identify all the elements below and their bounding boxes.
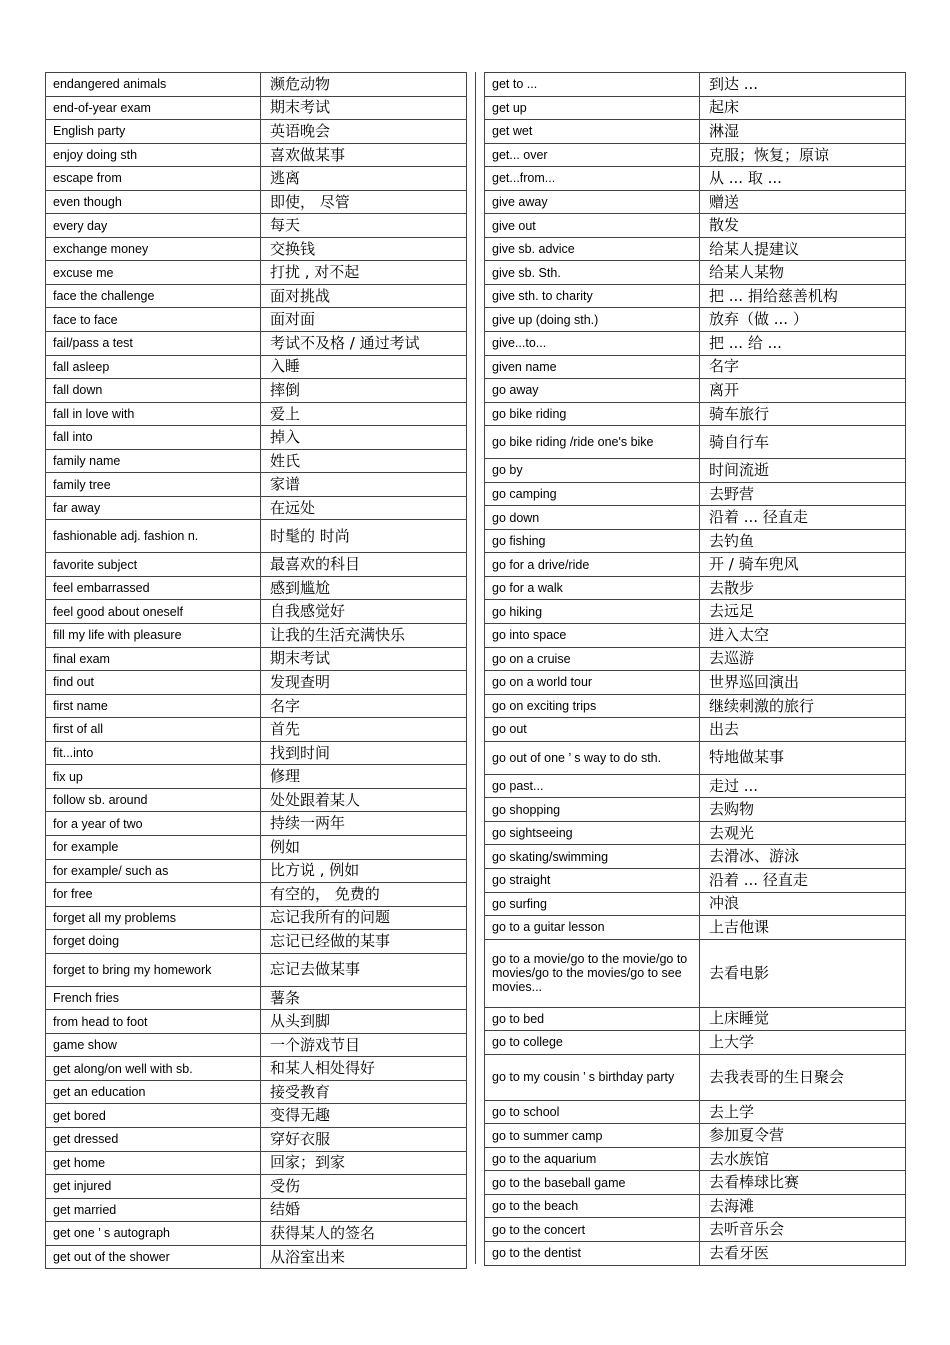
english-phrase: family name bbox=[46, 449, 261, 473]
chinese-meaning: 把 ... 捐给慈善机构 bbox=[700, 284, 906, 308]
english-phrase: get up bbox=[485, 96, 700, 120]
english-phrase: for example bbox=[46, 835, 261, 859]
english-phrase: go into space bbox=[485, 624, 700, 648]
english-phrase: for free bbox=[46, 883, 261, 907]
vocab-row bbox=[46, 1127, 467, 1151]
english-phrase: first of all bbox=[46, 718, 261, 742]
english-phrase: from head to foot bbox=[46, 1010, 261, 1034]
chinese-meaning: 去远足 bbox=[700, 600, 906, 624]
chinese-meaning: 去看棒球比赛 bbox=[700, 1171, 906, 1195]
vocab-row bbox=[46, 261, 467, 285]
chinese-meaning: 去滑冰、游泳 bbox=[700, 845, 906, 869]
chinese-meaning: 找到时间 bbox=[261, 741, 467, 765]
vocab-row bbox=[485, 939, 906, 1007]
english-phrase: go skating/swimming bbox=[485, 845, 700, 869]
vocab-row bbox=[485, 73, 906, 97]
english-phrase: go to a movie/go to the movie/go to movies/go to the movies/go to see movies... bbox=[485, 939, 700, 1007]
chinese-meaning: 一个游戏节目 bbox=[261, 1033, 467, 1057]
chinese-meaning: 上大学 bbox=[700, 1031, 906, 1055]
vocab-row bbox=[46, 402, 467, 426]
english-phrase: get dressed bbox=[46, 1127, 261, 1151]
english-phrase: even though bbox=[46, 190, 261, 214]
chinese-meaning: 出去 bbox=[700, 718, 906, 742]
vocab-row bbox=[485, 624, 906, 648]
english-phrase: give up (doing sth.) bbox=[485, 308, 700, 332]
english-phrase: find out bbox=[46, 671, 261, 695]
vocab-row bbox=[46, 1222, 467, 1246]
english-phrase: get...from... bbox=[485, 167, 700, 191]
english-phrase: endangered animals bbox=[46, 73, 261, 97]
chinese-meaning: 发现查明 bbox=[261, 671, 467, 695]
chinese-meaning: 上床睡觉 bbox=[700, 1007, 906, 1031]
chinese-meaning: 入睡 bbox=[261, 355, 467, 379]
vocab-row bbox=[485, 529, 906, 553]
english-phrase: give out bbox=[485, 214, 700, 238]
chinese-meaning: 交换钱 bbox=[261, 237, 467, 261]
english-phrase: first name bbox=[46, 694, 261, 718]
english-phrase: final exam bbox=[46, 647, 261, 671]
english-phrase: go to a guitar lesson bbox=[485, 916, 700, 940]
chinese-meaning: 骑车旅行 bbox=[700, 402, 906, 426]
chinese-meaning: 修理 bbox=[261, 765, 467, 789]
vocab-row bbox=[46, 96, 467, 120]
chinese-meaning: 穿好衣服 bbox=[261, 1127, 467, 1151]
vocab-row bbox=[485, 1171, 906, 1195]
chinese-meaning: 去水族馆 bbox=[700, 1147, 906, 1171]
english-phrase: go out of one ’ s way to do sth. bbox=[485, 741, 700, 774]
chinese-meaning: 濒危动物 bbox=[261, 73, 467, 97]
chinese-meaning: 面对挑战 bbox=[261, 284, 467, 308]
chinese-meaning: 离开 bbox=[700, 379, 906, 403]
english-phrase: go down bbox=[485, 506, 700, 530]
chinese-meaning: 去上学 bbox=[700, 1100, 906, 1124]
chinese-meaning: 去海滩 bbox=[700, 1194, 906, 1218]
chinese-meaning: 去散步 bbox=[700, 576, 906, 600]
chinese-meaning: 比方说 , 例如 bbox=[261, 859, 467, 883]
vocab-row bbox=[46, 859, 467, 883]
english-phrase: go to the beach bbox=[485, 1194, 700, 1218]
chinese-meaning: 打扰 , 对不起 bbox=[261, 261, 467, 285]
vocab-row bbox=[485, 1007, 906, 1031]
chinese-meaning: 去野营 bbox=[700, 482, 906, 506]
english-phrase: go on exciting trips bbox=[485, 694, 700, 718]
chinese-meaning: 受伤 bbox=[261, 1175, 467, 1199]
english-phrase: go away bbox=[485, 379, 700, 403]
chinese-meaning: 名字 bbox=[700, 355, 906, 379]
vocab-row bbox=[485, 671, 906, 695]
vocab-row bbox=[46, 73, 467, 97]
english-phrase: go fishing bbox=[485, 529, 700, 553]
english-phrase: give sb. Sth. bbox=[485, 261, 700, 285]
vocab-row bbox=[485, 1054, 906, 1100]
vocab-row bbox=[485, 355, 906, 379]
vocab-row bbox=[46, 600, 467, 624]
english-phrase: go for a walk bbox=[485, 576, 700, 600]
english-phrase: go to summer camp bbox=[485, 1124, 700, 1148]
vocab-row bbox=[46, 520, 467, 553]
chinese-meaning: 每天 bbox=[261, 214, 467, 238]
english-phrase: far away bbox=[46, 496, 261, 520]
vocab-row bbox=[46, 986, 467, 1010]
english-phrase: get an education bbox=[46, 1080, 261, 1104]
english-phrase: French fries bbox=[46, 986, 261, 1010]
english-phrase: face the challenge bbox=[46, 284, 261, 308]
chinese-meaning: 最喜欢的科目 bbox=[261, 553, 467, 577]
english-phrase: get along/on well with sb. bbox=[46, 1057, 261, 1081]
english-phrase: give...to... bbox=[485, 332, 700, 356]
chinese-meaning: 掉入 bbox=[261, 426, 467, 450]
vocab-row bbox=[46, 237, 467, 261]
english-phrase: go hiking bbox=[485, 600, 700, 624]
chinese-meaning: 给某人提建议 bbox=[700, 237, 906, 261]
vocab-row bbox=[46, 449, 467, 473]
vocab-row bbox=[485, 459, 906, 483]
vocab-row bbox=[485, 190, 906, 214]
chinese-meaning: 时间流逝 bbox=[700, 459, 906, 483]
chinese-meaning: 从头到脚 bbox=[261, 1010, 467, 1034]
chinese-meaning: 获得某人的签名 bbox=[261, 1222, 467, 1246]
chinese-meaning: 淋湿 bbox=[700, 120, 906, 144]
english-phrase: go camping bbox=[485, 482, 700, 506]
vocab-row bbox=[46, 190, 467, 214]
vocab-row bbox=[46, 426, 467, 450]
english-phrase: fall asleep bbox=[46, 355, 261, 379]
vocab-row bbox=[46, 167, 467, 191]
chinese-meaning: 英语晚会 bbox=[261, 120, 467, 144]
english-phrase: go to the baseball game bbox=[485, 1171, 700, 1195]
chinese-meaning: 薯条 bbox=[261, 986, 467, 1010]
vocab-row bbox=[485, 1147, 906, 1171]
vocab-row bbox=[485, 1241, 906, 1265]
chinese-meaning: 有空的， 免费的 bbox=[261, 883, 467, 907]
vocab-row bbox=[485, 798, 906, 822]
english-phrase: for example/ such as bbox=[46, 859, 261, 883]
vocab-row bbox=[46, 1010, 467, 1034]
english-phrase: go for a drive/ride bbox=[485, 553, 700, 577]
vocab-row bbox=[485, 237, 906, 261]
chinese-meaning: 从 ... 取 ... bbox=[700, 167, 906, 191]
chinese-meaning: 在远处 bbox=[261, 496, 467, 520]
english-phrase: for a year of two bbox=[46, 812, 261, 836]
chinese-meaning: 从浴室出来 bbox=[261, 1245, 467, 1269]
vocab-row bbox=[485, 214, 906, 238]
english-phrase: go to my cousin ’ s birthday party bbox=[485, 1054, 700, 1100]
vocab-row bbox=[46, 671, 467, 695]
english-phrase: get out of the shower bbox=[46, 1245, 261, 1269]
vocab-row bbox=[46, 1057, 467, 1081]
english-phrase: go out bbox=[485, 718, 700, 742]
chinese-meaning: 散发 bbox=[700, 214, 906, 238]
vocab-row bbox=[46, 624, 467, 648]
vocab-row bbox=[46, 284, 467, 308]
english-phrase: favorite subject bbox=[46, 553, 261, 577]
vocab-row bbox=[485, 718, 906, 742]
vocab-row bbox=[46, 1175, 467, 1199]
english-phrase: enjoy doing sth bbox=[46, 143, 261, 167]
vocab-row bbox=[485, 553, 906, 577]
chinese-meaning: 感到尴尬 bbox=[261, 576, 467, 600]
vocab-row bbox=[46, 1033, 467, 1057]
chinese-meaning: 开 / 骑车兜风 bbox=[700, 553, 906, 577]
vocab-row bbox=[46, 1198, 467, 1222]
vocab-row bbox=[485, 600, 906, 624]
chinese-meaning: 期末考试 bbox=[261, 96, 467, 120]
english-phrase: fashionable adj. fashion n. bbox=[46, 520, 261, 553]
vocab-row bbox=[485, 1031, 906, 1055]
english-phrase: fall into bbox=[46, 426, 261, 450]
vocab-row bbox=[46, 835, 467, 859]
english-phrase: get wet bbox=[485, 120, 700, 144]
english-phrase: feel embarrassed bbox=[46, 576, 261, 600]
vocab-row bbox=[46, 694, 467, 718]
chinese-meaning: 名字 bbox=[261, 694, 467, 718]
chinese-meaning: 持续一两年 bbox=[261, 812, 467, 836]
vocab-row bbox=[46, 553, 467, 577]
chinese-meaning: 克服；恢复；原谅 bbox=[700, 143, 906, 167]
english-phrase: every day bbox=[46, 214, 261, 238]
chinese-meaning: 变得无趣 bbox=[261, 1104, 467, 1128]
vocab-row bbox=[485, 379, 906, 403]
english-phrase: feel good about oneself bbox=[46, 600, 261, 624]
english-phrase: forget all my problems bbox=[46, 906, 261, 930]
chinese-meaning: 沿着 ... 径直走 bbox=[700, 868, 906, 892]
vocab-row bbox=[485, 892, 906, 916]
vocab-row bbox=[485, 821, 906, 845]
english-phrase: go on a world tour bbox=[485, 671, 700, 695]
english-phrase: get injured bbox=[46, 1175, 261, 1199]
chinese-meaning: 参加夏令营 bbox=[700, 1124, 906, 1148]
vocab-row bbox=[485, 868, 906, 892]
vocab-row bbox=[46, 930, 467, 954]
english-phrase: exchange money bbox=[46, 237, 261, 261]
chinese-meaning: 家谱 bbox=[261, 473, 467, 497]
chinese-meaning: 骑自行车 bbox=[700, 426, 906, 459]
chinese-meaning: 时髦的 时尚 bbox=[261, 520, 467, 553]
chinese-meaning: 摔倒 bbox=[261, 379, 467, 403]
chinese-meaning: 去看牙医 bbox=[700, 1241, 906, 1265]
vocab-row bbox=[46, 765, 467, 789]
english-phrase: go to the dentist bbox=[485, 1241, 700, 1265]
chinese-meaning: 逃离 bbox=[261, 167, 467, 191]
vocab-row bbox=[485, 694, 906, 718]
vocab-row bbox=[46, 308, 467, 332]
english-phrase: go to school bbox=[485, 1100, 700, 1124]
english-phrase: follow sb. around bbox=[46, 788, 261, 812]
vocab-row bbox=[46, 812, 467, 836]
english-phrase: excuse me bbox=[46, 261, 261, 285]
vocab-row bbox=[485, 167, 906, 191]
english-phrase: go bike riding bbox=[485, 402, 700, 426]
vocab-row bbox=[485, 1218, 906, 1242]
chinese-meaning: 进入太空 bbox=[700, 624, 906, 648]
vocab-row bbox=[46, 741, 467, 765]
column-divider bbox=[475, 72, 476, 1264]
english-phrase: English party bbox=[46, 120, 261, 144]
vocab-row bbox=[46, 473, 467, 497]
chinese-meaning: 走过 ... bbox=[700, 774, 906, 798]
chinese-meaning: 忘记去做某事 bbox=[261, 953, 467, 986]
chinese-meaning: 放弃（做 ... ） bbox=[700, 308, 906, 332]
english-phrase: game show bbox=[46, 1033, 261, 1057]
vocab-row bbox=[485, 1194, 906, 1218]
vocab-row bbox=[485, 506, 906, 530]
english-phrase: fit...into bbox=[46, 741, 261, 765]
vocab-row bbox=[46, 883, 467, 907]
chinese-meaning: 去听音乐会 bbox=[700, 1218, 906, 1242]
english-phrase: go by bbox=[485, 459, 700, 483]
vocab-row bbox=[485, 96, 906, 120]
english-phrase: forget to bring my homework bbox=[46, 953, 261, 986]
english-phrase: give away bbox=[485, 190, 700, 214]
vocab-table-right bbox=[484, 72, 906, 1266]
english-phrase: give sb. advice bbox=[485, 237, 700, 261]
english-phrase: go shopping bbox=[485, 798, 700, 822]
vocab-row bbox=[46, 576, 467, 600]
english-phrase: face to face bbox=[46, 308, 261, 332]
english-phrase: fall in love with bbox=[46, 402, 261, 426]
english-phrase: go to bed bbox=[485, 1007, 700, 1031]
chinese-meaning: 特地做某事 bbox=[700, 741, 906, 774]
english-phrase: go to college bbox=[485, 1031, 700, 1055]
vocab-row bbox=[485, 741, 906, 774]
english-phrase: get to ... bbox=[485, 73, 700, 97]
chinese-meaning: 去购物 bbox=[700, 798, 906, 822]
vocab-table-left-body bbox=[46, 73, 467, 1269]
chinese-meaning: 期末考试 bbox=[261, 647, 467, 671]
vocab-row bbox=[485, 426, 906, 459]
chinese-meaning: 面对面 bbox=[261, 308, 467, 332]
vocab-row bbox=[46, 1104, 467, 1128]
chinese-meaning: 去观光 bbox=[700, 821, 906, 845]
chinese-meaning: 上吉他课 bbox=[700, 916, 906, 940]
chinese-meaning: 考试不及格 / 通过考试 bbox=[261, 332, 467, 356]
chinese-meaning: 冲浪 bbox=[700, 892, 906, 916]
chinese-meaning: 喜欢做某事 bbox=[261, 143, 467, 167]
vocab-row bbox=[46, 355, 467, 379]
vocab-row bbox=[46, 953, 467, 986]
vocab-row bbox=[485, 308, 906, 332]
chinese-meaning: 姓氏 bbox=[261, 449, 467, 473]
english-phrase: fail/pass a test bbox=[46, 332, 261, 356]
chinese-meaning: 起床 bbox=[700, 96, 906, 120]
chinese-meaning: 给某人某物 bbox=[700, 261, 906, 285]
vocab-row bbox=[46, 379, 467, 403]
chinese-meaning: 和某人相处得好 bbox=[261, 1057, 467, 1081]
chinese-meaning: 赠送 bbox=[700, 190, 906, 214]
vocab-row bbox=[46, 788, 467, 812]
chinese-meaning: 回家；到家 bbox=[261, 1151, 467, 1175]
vocab-row bbox=[485, 774, 906, 798]
chinese-meaning: 世界巡回演出 bbox=[700, 671, 906, 695]
vocab-row bbox=[46, 1080, 467, 1104]
english-phrase: fill my life with pleasure bbox=[46, 624, 261, 648]
chinese-meaning: 去看电影 bbox=[700, 939, 906, 1007]
vocab-row bbox=[46, 496, 467, 520]
chinese-meaning: 首先 bbox=[261, 718, 467, 742]
english-phrase: fix up bbox=[46, 765, 261, 789]
vocab-row bbox=[485, 120, 906, 144]
chinese-meaning: 继续刺激的旅行 bbox=[700, 694, 906, 718]
english-phrase: get one ’ s autograph bbox=[46, 1222, 261, 1246]
vocab-row bbox=[46, 332, 467, 356]
vocab-row bbox=[46, 647, 467, 671]
chinese-meaning: 把 ... 给 ... bbox=[700, 332, 906, 356]
vocab-table-left bbox=[45, 72, 467, 1269]
english-phrase: go to the concert bbox=[485, 1218, 700, 1242]
vocab-row bbox=[46, 143, 467, 167]
english-phrase: go past... bbox=[485, 774, 700, 798]
vocab-row bbox=[485, 845, 906, 869]
chinese-meaning: 让我的生活充满快乐 bbox=[261, 624, 467, 648]
english-phrase: get bored bbox=[46, 1104, 261, 1128]
vocab-row bbox=[46, 1151, 467, 1175]
vocab-row bbox=[485, 647, 906, 671]
vocab-row bbox=[46, 718, 467, 742]
english-phrase: go surfing bbox=[485, 892, 700, 916]
english-phrase: get... over bbox=[485, 143, 700, 167]
vocab-row bbox=[485, 1100, 906, 1124]
vocab-row bbox=[485, 1124, 906, 1148]
chinese-meaning: 沿着 ... 径直走 bbox=[700, 506, 906, 530]
chinese-meaning: 结婚 bbox=[261, 1198, 467, 1222]
english-phrase: forget doing bbox=[46, 930, 261, 954]
chinese-meaning: 处处跟着某人 bbox=[261, 788, 467, 812]
vocab-table-right-body bbox=[485, 73, 906, 1266]
english-phrase: get married bbox=[46, 1198, 261, 1222]
chinese-meaning: 接受教育 bbox=[261, 1080, 467, 1104]
vocab-row bbox=[46, 906, 467, 930]
english-phrase: give sth. to charity bbox=[485, 284, 700, 308]
chinese-meaning: 去我表哥的生日聚会 bbox=[700, 1054, 906, 1100]
chinese-meaning: 到达 ... bbox=[700, 73, 906, 97]
english-phrase: get home bbox=[46, 1151, 261, 1175]
english-phrase: go straight bbox=[485, 868, 700, 892]
chinese-meaning: 即使， 尽管 bbox=[261, 190, 467, 214]
chinese-meaning: 去钓鱼 bbox=[700, 529, 906, 553]
vocab-row bbox=[485, 576, 906, 600]
chinese-meaning: 爱上 bbox=[261, 402, 467, 426]
english-phrase: go sightseeing bbox=[485, 821, 700, 845]
english-phrase: family tree bbox=[46, 473, 261, 497]
vocab-row bbox=[46, 214, 467, 238]
vocab-row bbox=[485, 332, 906, 356]
vocab-row bbox=[485, 916, 906, 940]
vocab-row bbox=[485, 402, 906, 426]
vocab-row bbox=[46, 1245, 467, 1269]
vocab-row bbox=[485, 143, 906, 167]
vocab-row bbox=[485, 284, 906, 308]
vocab-row bbox=[485, 482, 906, 506]
chinese-meaning: 忘记我所有的问题 bbox=[261, 906, 467, 930]
chinese-meaning: 去巡游 bbox=[700, 647, 906, 671]
vocab-row bbox=[485, 261, 906, 285]
english-phrase: go to the aquarium bbox=[485, 1147, 700, 1171]
chinese-meaning: 例如 bbox=[261, 835, 467, 859]
english-phrase: go on a cruise bbox=[485, 647, 700, 671]
english-phrase: fall down bbox=[46, 379, 261, 403]
chinese-meaning: 自我感觉好 bbox=[261, 600, 467, 624]
english-phrase: escape from bbox=[46, 167, 261, 191]
chinese-meaning: 忘记已经做的某事 bbox=[261, 930, 467, 954]
english-phrase: end-of-year exam bbox=[46, 96, 261, 120]
english-phrase: go bike riding /ride one's bike bbox=[485, 426, 700, 459]
vocab-row bbox=[46, 120, 467, 144]
english-phrase: given name bbox=[485, 355, 700, 379]
